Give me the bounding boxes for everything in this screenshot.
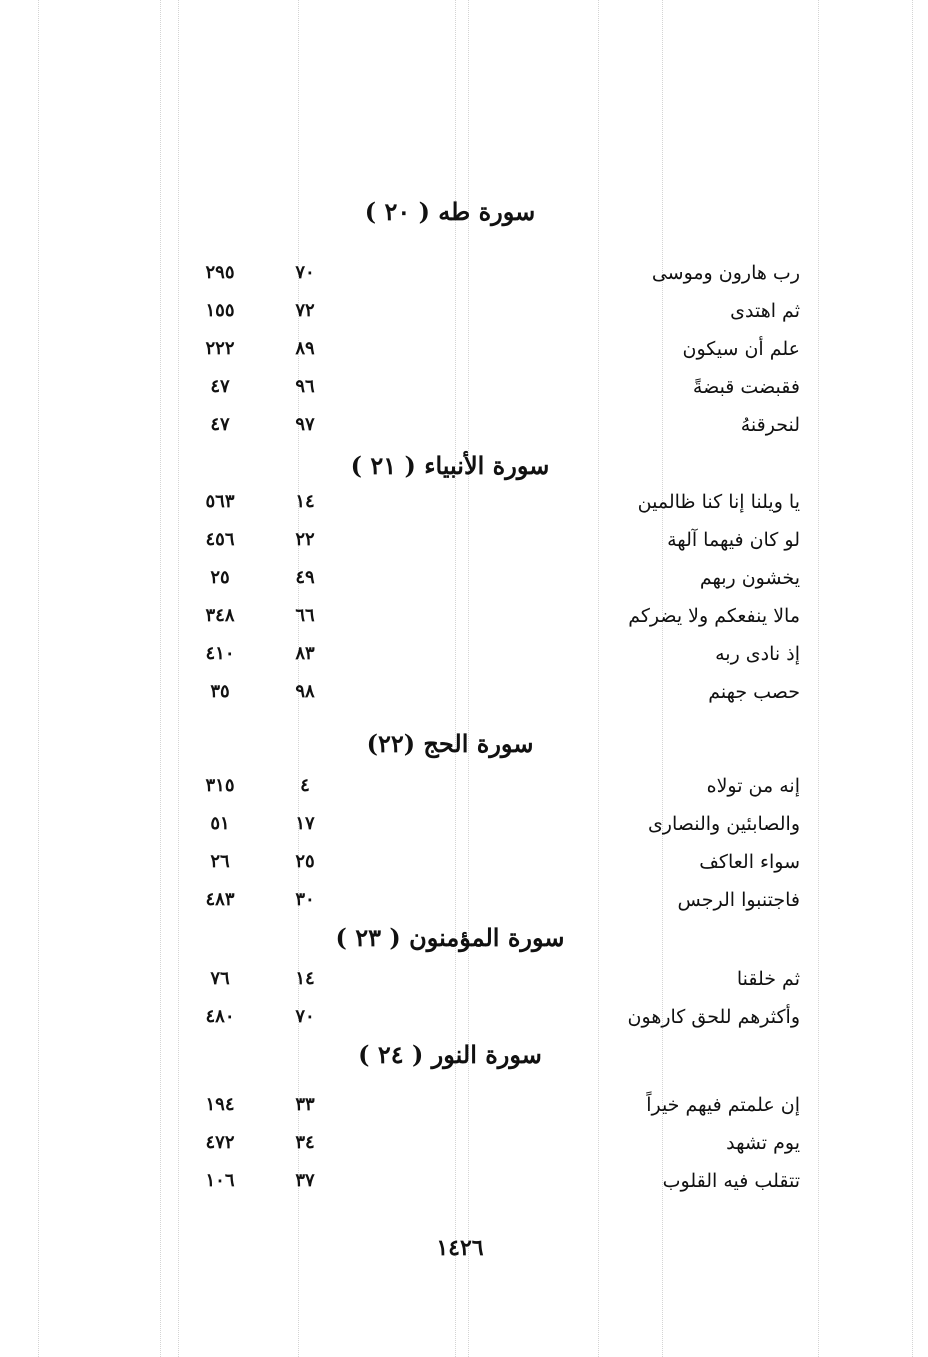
verse-number: ١٤ [295,968,315,989]
verse-phrase: سواء العاكف [699,851,800,873]
verse-phrase: إذ نادى ربه [715,643,800,665]
verse-phrase: يخشون ربهم [699,567,800,589]
index-row [150,638,800,670]
surah-heading: سورة طه ( ٢٠ ) [364,197,536,226]
verse-number: ٧٢ [295,300,315,321]
verse-phrase: إن علمتم فيهم خيراً [646,1094,800,1116]
index-row [150,770,800,802]
verse-number: ٣٤ [295,1132,315,1153]
verse-number: ٧٠ [295,1006,315,1027]
verse-number: ٨٣ [295,643,315,664]
surah-heading: سورة النور ( ٢٤ ) [358,1040,542,1069]
page-reference: ١٠٦ [205,1170,235,1191]
page-reference: ٥١ [210,813,230,834]
index-row [150,409,800,441]
page-reference: ٢٥ [210,567,230,588]
verse-number: ٨٩ [295,338,315,359]
verse-phrase: يا ويلنا إنا كنا ظالمين [637,491,800,513]
index-row [150,808,800,840]
verse-phrase: تتقلب فيه القلوب [662,1170,800,1192]
index-row [150,486,800,518]
page-reference: ٤٧ [210,414,230,435]
page-reference: ٤٥٦ [205,529,235,550]
verse-number: ٧٠ [295,262,315,283]
page-reference: ٣١٥ [205,775,235,796]
verse-number: ٩٦ [295,376,315,397]
verse-number: ١٧ [295,813,315,834]
page-reference: ٤٧ [210,376,230,397]
verse-number: ٣٣ [295,1094,315,1115]
verse-number: ٩٧ [295,414,315,435]
verse-number: ٤٩ [295,567,315,588]
page-reference: ٣٤٨ [205,605,235,626]
verse-phrase: وأكثرهم للحق كارهون [627,1006,800,1028]
verse-number: ٢٥ [295,851,315,872]
index-row [150,524,800,556]
scan-guide-line [818,0,819,1357]
verse-phrase: ثم اهتدى [730,300,800,322]
surah-heading: سورة الحج (٢٢) [366,729,534,758]
verse-phrase: رب هارون وموسى [651,262,800,284]
page-reference: ٢٢٢ [205,338,235,359]
verse-number: ٣٧ [295,1170,315,1191]
index-row [150,562,800,594]
page-reference: ٢٦ [210,851,230,872]
verse-number: ٣٠ [295,889,315,910]
verse-number: ٩٨ [295,681,315,702]
surah-heading: سورة المؤمنون ( ٢٣ ) [335,923,565,952]
index-row [150,846,800,878]
page-reference: ٤٨٠ [205,1006,235,1027]
page-reference: ٥٦٣ [205,491,235,512]
verse-phrase: حصب جهنم [708,681,800,703]
verse-phrase: لو كان فيهما آلهة [667,529,800,551]
page-reference: ٢٩٥ [205,262,235,283]
index-row [150,676,800,708]
index-row [150,1089,800,1121]
verse-number: ١٤ [295,491,315,512]
index-row [150,884,800,916]
scan-guide-line [912,0,913,1357]
page-reference: ٤١٠ [205,643,235,664]
verse-phrase: إنه من تولاه [706,775,800,797]
index-row [150,295,800,327]
page-reference: ٣٥ [210,681,230,702]
index-row [150,371,800,403]
scan-guide-line [38,0,39,1357]
index-row [150,333,800,365]
verse-number: ٤ [300,775,310,796]
verse-phrase: فاجتنبوا الرجس [677,889,800,911]
verse-number: ٢٢ [295,529,315,550]
verse-phrase: والصابئين والنصارى [647,813,800,835]
verse-number: ٦٦ [295,605,315,626]
index-row [150,1165,800,1197]
index-row [150,1127,800,1159]
index-row [150,600,800,632]
verse-phrase: مالا ينفعكم ولا يضركم [628,605,800,627]
page-reference: ٤٧٢ [205,1132,235,1153]
index-row [150,257,800,289]
verse-phrase: لنحرقنهُ [740,414,800,436]
index-row [150,1001,800,1033]
verse-phrase: علم أن سيكون [682,338,800,360]
page-reference: ١٥٥ [205,300,235,321]
verse-phrase: فقبضت قبضةً [692,376,800,398]
surah-heading: سورة الأنبياء ( ٢١ ) [350,451,550,480]
page-number: ١٤٢٦ [436,1235,484,1261]
page-reference: ٤٨٣ [205,889,235,910]
verse-phrase: يوم تشهد [726,1132,800,1154]
index-row [150,963,800,995]
verse-phrase: ثم خلقنا [736,968,800,990]
page-reference: ١٩٤ [205,1094,235,1115]
page-reference: ٧٦ [210,968,230,989]
